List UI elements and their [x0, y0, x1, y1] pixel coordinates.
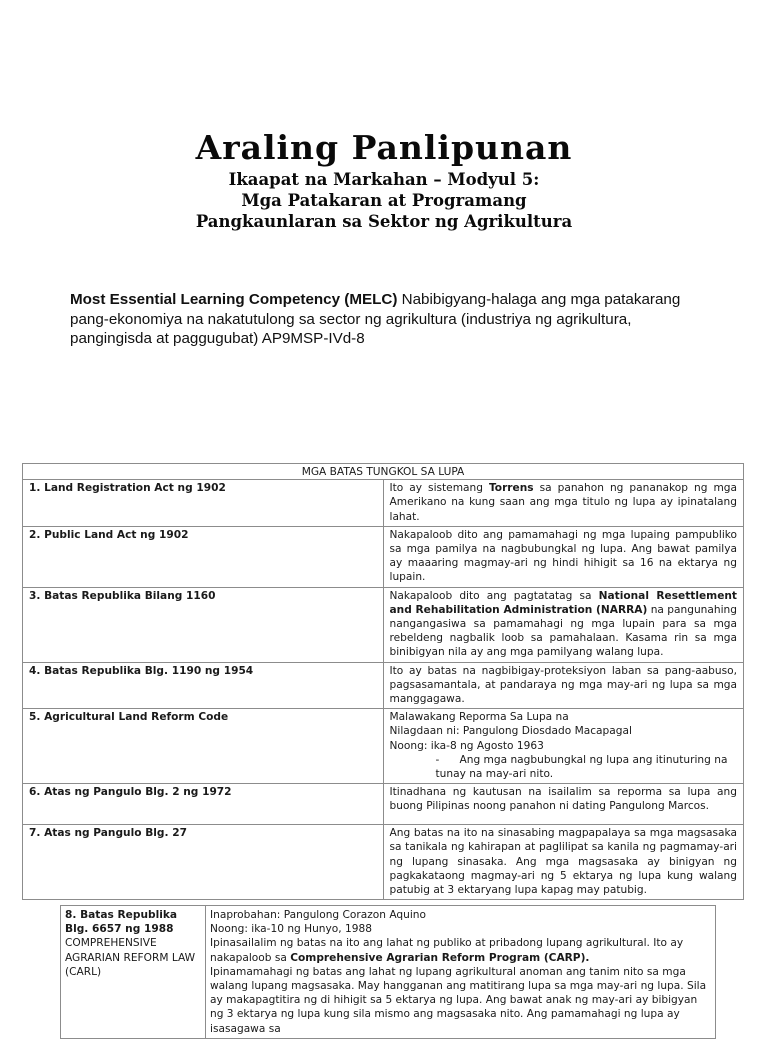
carp-paragraph-text: Ipinasailalim ng batas na ito ang lahat ng publiko at pribadong lupang agrikultural. Ito ay nakapaloob sa [210, 937, 684, 964]
carp-table [60, 905, 716, 1039]
law-description [383, 587, 744, 662]
law-description-bold: Torrens [488, 482, 534, 495]
table-row [23, 662, 744, 709]
page-subtitle-topic-line1: Mga Patakaran at Programang [241, 191, 527, 210]
law-description: Nakapaloob dito ang pamamahagi ng mga lupaing pampubliko sa mga pamilya na nagbubungkal ng lupa. Ang bawat pamilya ay maaaring magmay-ari ng hindi hihigit sa 16 na ektarya ng lupain. [383, 526, 744, 587]
page-subtitle-quarter: Ikaapat na Markahan – Modyul 5: [228, 170, 540, 189]
law-title: 3. Batas Republika Bilang 1160 [23, 587, 384, 662]
law-description: Ang batas na ito na sinasabing magpapalaya sa mga magsasaka sa tanikala ng kahirapan at paglilipat sa kanila ng pagmamay-ari ng lupang sinasaka. Ang mga magsasaka ay binigyan ng pagkakataong magmay-ari ng 5 ektarya ng lupa kung walang patubig at 3 ektaryang lupa kapag may patubig. [383, 825, 744, 900]
dash-bullet-icon: - [435, 753, 440, 766]
law-description [383, 709, 744, 784]
law-description-text: sa panahon ng pananakop ng mga Amerikano na kung saan ang mga titulo ng lupa ay ipinatalang lahat. [389, 482, 738, 523]
melc-paragraph [70, 290, 710, 349]
melc-label: Most Essential Learning Competency (MELC) [70, 291, 398, 308]
laws-table [22, 463, 744, 900]
carp-law-name: COMPREHENSIVE AGRARIAN REFORM LAW (CARL) [65, 937, 196, 978]
law-description-text: Ito ay sistemang [389, 482, 489, 495]
table-row [61, 906, 716, 1039]
carp-description [206, 906, 716, 1039]
page-title: Araling Panlipunan [195, 128, 573, 167]
table-row [23, 480, 744, 527]
law-description-line: Noong: ika-8 ng Agosto 1963 [389, 739, 544, 752]
law-title: 5. Agricultural Land Reform Code [23, 709, 384, 784]
law-description-line: Malawakang Reporma Sa Lupa na [389, 711, 569, 724]
table-row [23, 709, 744, 784]
melc-text: Nabibigyang-halaga ang mga patakarang pang-ekonomiya na nakatutulong sa sector ng agrikultura (industriya ng agrikultura, pangingisda at paggugubat) AP9MSP-IVd-8 [70, 291, 681, 347]
table-row [23, 526, 744, 587]
law-description: Ito ay batas na nagbibigay-proteksiyon laban sa pang-aabuso, pagsasamantala, at pandaraya ng mga may-ari ng lupa sa mga manggagawa. [383, 662, 744, 709]
law-description: Itinadhana ng kautusan na isailalim sa reporma sa lupa ang buong Pilipinas noong panahon ni dating Pangulong Marcos. [383, 784, 744, 825]
law-title: 2. Public Land Act ng 1902 [23, 526, 384, 587]
carp-approved-line: Inaprobahan: Pangulong Corazon Aquino [210, 909, 427, 921]
law-description-text: na pangunahing nangangasiwa sa pamamahagi ng mga lupain para sa mga rebeldeng nagbalik loob sa pamahalaan. Kasama rin sa mga binibigyan nila ay ang mga pamilyang walang lupa. [389, 603, 737, 659]
table-row [23, 825, 744, 900]
law-title: 4. Batas Republika Blg. 1190 ng 1954 [23, 662, 384, 709]
law-description-bold: National Resettlement and Rehabilitation Administration (NARRA) [389, 589, 737, 616]
carp-law-title: 8. Batas Republika Blg. 6657 ng 1988 [65, 909, 178, 936]
carp-date-line: Noong: ika-10 ng Hunyo, 1988 [210, 923, 372, 936]
law-description [383, 480, 744, 527]
law-title: 6. Atas ng Pangulo Blg. 2 ng 1972 [23, 784, 384, 825]
law-description-bullet-text: Ang mga nagbubungkal ng lupa ang itinuturing na tunay na may-ari nito. [435, 753, 728, 781]
carp-paragraph [210, 936, 711, 964]
law-description-text: Nakapaloob dito ang pagtatatag sa [389, 589, 599, 602]
law-title: 1. Land Registration Act ng 1902 [23, 480, 384, 527]
law-description-line: Nilagdaan ni: Pangulong Diosdado Macapagal [389, 725, 632, 738]
carp-paragraph-bold: Comprehensive Agrarian Reform Program (CARP). [290, 951, 590, 964]
page-subtitle-topic-line2: Pangkaunlaran sa Sektor ng Agrikultura [195, 212, 573, 231]
carp-paragraph: Ipinamamahagi ng batas ang lahat ng lupang agrikultural anoman ang tanim nito sa mga walang lupang magsasaka. May hangganan ang matitirang lupa sa mga may-ari ng lupa. Sila ay makapagtitira ng di hihigit sa 5 ektarya ng lupa. Ang bawat anak ng may-ari ay bibigyan ng 3 ektarya ng lupa kung sila mismo ang magsasaka nito. Ang pamamahagi ng lupa ay isasagawa sa [210, 965, 707, 1035]
law-title: 7. Atas ng Pangulo Blg. 27 [23, 825, 384, 900]
carp-law-cell [61, 906, 206, 1039]
law-description-bullet [390, 753, 738, 781]
laws-table-header: MGA BATAS TUNGKOL SA LUPA [23, 464, 744, 480]
table-row [23, 587, 744, 662]
table-row [23, 784, 744, 825]
